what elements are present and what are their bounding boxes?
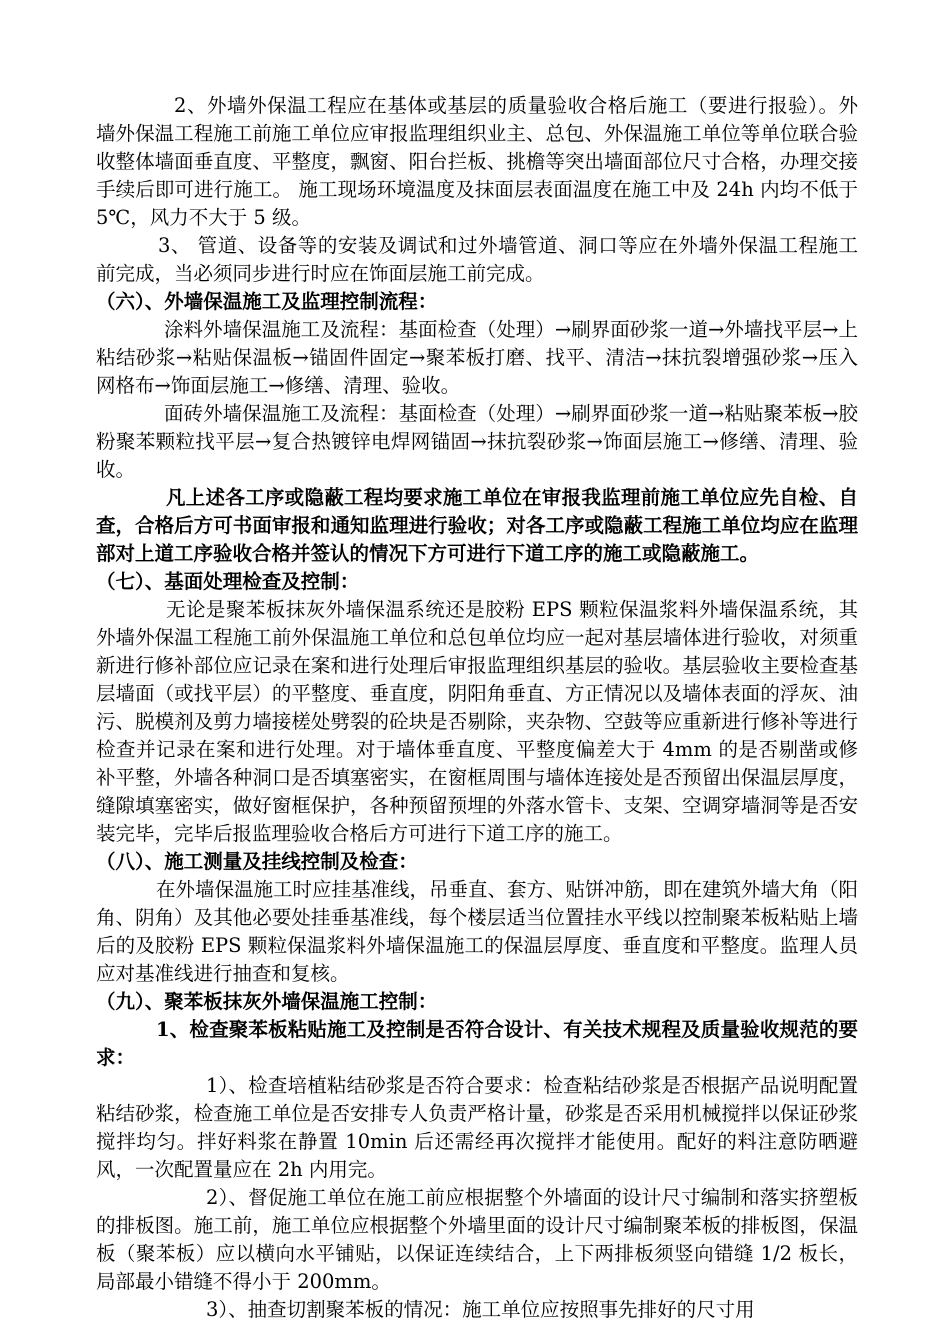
- paragraph-wall-acceptance: 2、外墙外保温工程应在基体或基层的质量验收合格后施工（要进行报验）。外墙外保温工程施工前施工单位应审报监理组织业主、总包、外保温施工单位等单位联合验收整体墙面垂直度、平整度，飘窗、阳台拦板、挑檐等突出墙面部位尺寸合格，办理交接手续后即可进行施工。 施工现场环境温度及抹面层表面温度在施工中及 24h 内均不低于 5℃，风力不大于 5 级。: [96, 94, 858, 229]
- paragraph-base-treatment: 无论是聚苯板抹灰外墙保温系统还是胶粉 EPS 颗粒保温浆料外墙保温系统，其外墙外保温工程施工前外保温施工单位和总包单位均应一起对基层墙体进行验收，对须重新进行修补部位应记录在案和进行处理后审报监理组织基层的验收。基层验收主要检查基层墙面（或找平层）的平整度、垂直度，阴阳角垂直、方正情况以及墙体表面的浮灰、油污、脱模剂及剪力墙接槎处劈裂的砼块是否剔除，夹杂物、空鼓等应重新进行修补等进行检查并记录在案和进行处理。对于墙体垂直度、平整度偏差大于 4mm 的是否剔凿或修补平整，外墙各种洞口是否填塞密实，在窗框周围与墙体连接处是否预留出保温层厚度，缝隙填塞密实，做好窗框保护，各种预留预埋的外落水管卡、支架、空调穿墙洞等是否安装完毕，完毕后报监理验收合格后方可进行下道工序的施工。: [96, 598, 858, 845]
- heading-section-8: （八）、施工测量及挂线控制及检查：: [96, 850, 418, 873]
- paragraph-baseline-measurement: 在外墙保温施工时应挂基准线，吊垂直、套方、贴饼冲筋，即在建筑外墙大角（阳角、阴角）及其他必要处挂垂基准线，每个楼层适当位置挂水平线以控制聚苯板粘贴上墙后的及胶粉 EPS 颗粒保温浆料外墙保温施工的保温层厚度、垂直度和平整度。监理人员应对基准线进行抽查和复核。: [96, 878, 859, 985]
- paragraph-tile-process: 面砖外墙保温施工及流程：基面检查（处理）→刷界面砂浆一道→粘贴聚苯板→胶粉聚苯颗粒找平层→复合热镀锌电焊网锚固→抹抗裂砂浆→饰面层施工→修缮、清理、验收。: [96, 402, 858, 481]
- document-page: [96, 92, 858, 1324]
- paragraph-subitem-3: 3）、抽查切割聚苯板的情况：施工单位应按照事先排好的尺寸用: [206, 1298, 755, 1321]
- paragraph-inspection-requirement: 凡上述各工序或隐蔽工程均要求施工单位在审报我监理前施工单位应先自检、自查，合格后方可书面审报和通知监理进行验收；对各工序或隐蔽工程施工单位均应在监理部对上道工序验收合格并签认的情况下方可进行下道工序的施工或隐蔽施工。: [96, 486, 858, 565]
- paragraph-coating-process: 涂料外墙保温施工及流程：基面检查（处理）→刷界面砂浆一道→外墙找平层→上粘结砂浆→粘贴保温板→锚固件固定→聚苯板打磨、找平、清洁→抹抗裂增强砂浆→压入网格布→饰面层施工→修缮、清理、验收。: [96, 318, 858, 397]
- paragraph-subitem-1: 1）、检查培植粘结砂浆是否符合要求：检查粘结砂浆是否根据产品说明配置粘结砂浆，检查施工单位是否安排专人负责严格计量，砂浆是否采用机械搅拌以保证砂浆搅拌均匀。拌好料浆在静置 10min 后还需经再次搅拌才能使用。配好的料注意防晒避风，一次配置量应在 2h 内用完。: [96, 1074, 858, 1181]
- heading-section-6: （六）、外墙保温施工及监理控制流程：: [96, 290, 438, 313]
- heading-section-9: （九）、聚苯板抹灰外墙保温施工控制：: [96, 990, 438, 1013]
- heading-section-7: （七）、基面处理检查及控制：: [96, 570, 360, 593]
- paragraph-item-1: 1、检查聚苯板粘贴施工及控制是否符合设计、有关技术规程及质量验收规范的要求：: [96, 1018, 858, 1069]
- paragraph-subitem-2: 2）、督促施工单位在施工前应根据整个外墙面的设计尺寸编制和落实挤塑板的排板图。施工前，施工单位应根据整个外墙里面的设计尺寸编制聚苯板的排板图，保温板（聚苯板）应以横向水平铺贴，以保证连续结合，上下两排板须竖向错缝 1/2 板长，局部最小错缝不得小于 200mm。: [96, 1186, 858, 1293]
- paragraph-pipes-installation: 3、 管道、设备等的安装及调试和过外墙管道、洞口等应在外墙外保温工程施工前完成，当必须同步进行时应在饰面层施工前完成。: [96, 234, 858, 285]
